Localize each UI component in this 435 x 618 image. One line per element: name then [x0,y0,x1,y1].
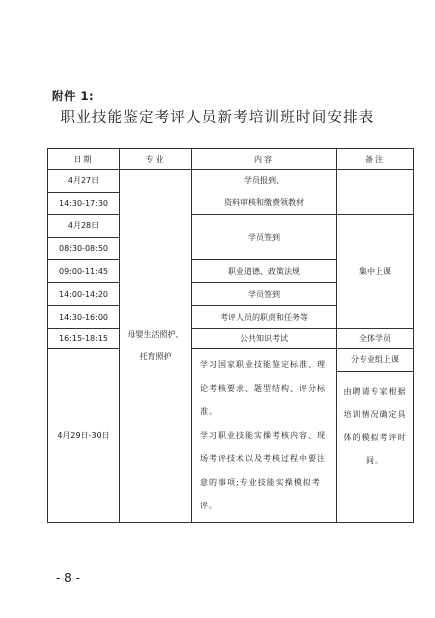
time-cell: 09:00-11:45 [48,260,120,283]
content-cell: 学员签到 [192,215,337,260]
remark-cell [337,170,414,215]
remark-cell [337,349,414,523]
page-number: - 8 - [56,571,80,585]
remark-line: 分专业组上课 [337,349,413,372]
document-title: 职业技能鉴定考评人员新考培训班时间安排表 [60,110,375,126]
content-cell: 考评人员的职责和任务等 [192,306,337,329]
header-major: 专业 [120,149,192,170]
table-row [48,215,414,260]
time-cell: 14:00-14:20 [48,283,120,306]
time-cell: 14:30-16:00 [48,306,120,329]
time-text: 08:30-08:50 [59,244,108,253]
major-cell [120,170,192,523]
content-line: 学员报到、 [244,176,284,185]
table-row [48,349,414,523]
content-line: 论考核要求、题型结构、评分标 [200,383,326,393]
content-cell: 学员签到 [192,283,337,306]
table-row [48,329,414,349]
date-text: 4月27日 [48,170,119,193]
remark-line: 间。 [366,456,384,465]
content-line: 资料审核和缴费领教材 [224,198,304,207]
schedule-table [47,148,414,523]
header-remarks: 备注 [337,149,414,170]
content-line: 评。 [200,501,218,510]
time-text: 14:30-17:30 [59,199,108,208]
remark-line: 体的模拟考评时 [343,433,407,442]
content-cell: 公共知识考试 [192,329,337,349]
major-line: 母婴生活照护、 [127,329,184,339]
header-date: 日期 [48,149,120,170]
content-cell [192,170,337,215]
date-cell [48,170,120,215]
content-line: 意的事项;专业技能实操模拟考 [200,477,321,487]
remark-cell: 全体学员 [337,329,414,349]
major-line: 托育照护 [139,351,172,361]
remark-note [337,372,413,480]
attachment-label: 附件 1: [52,89,95,103]
content-line: 场考评技术以及考核过程中要注 [200,454,326,463]
content-cell [192,349,337,523]
remark-cell: 集中上课 [337,215,414,329]
table-row [48,170,414,215]
content-cell: 职业道德、政策法规 [192,260,337,283]
date-text: 4月28日 [48,215,119,238]
date-cell: 4月29日-30日 [48,349,120,523]
content-line: 学习国家职业技能鉴定标准、理 [200,360,326,369]
remark-line: 培训情况确定具 [343,410,407,419]
content-line: 学习职业技能实操考核内容、现 [200,430,326,440]
remark-line: 由聘请专家根据 [343,387,407,396]
table-header-row [48,149,414,170]
time-cell: 16:15-18:15 [48,329,120,349]
header-content: 内容 [192,149,337,170]
content-line: 准。 [200,407,218,416]
date-cell [48,215,120,260]
